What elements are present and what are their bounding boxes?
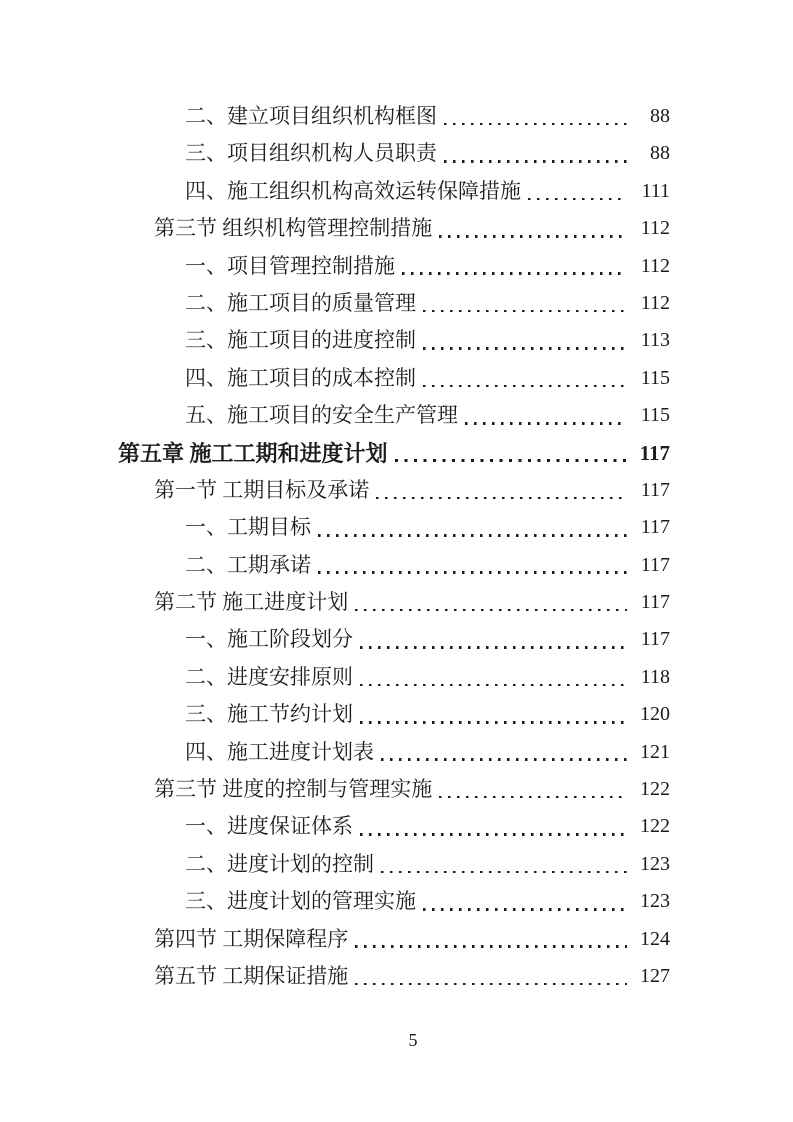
toc-entry-title: 第五章 施工工期和进度计划 (118, 440, 388, 466)
toc-entry-title: 二、施工项目的质量管理 (185, 290, 416, 315)
toc-entry-title: 二、建立项目组织机构框图 (185, 104, 437, 128)
toc-entry-title: 三、项目组织机构人员职责 (185, 141, 437, 166)
toc-entry-title: 第二节 施工进度计划 (154, 590, 349, 615)
toc-entry-page-number: 117 (639, 440, 670, 465)
toc-entry-page-number: 88 (650, 105, 670, 127)
dot-leader (353, 808, 634, 845)
toc-entry[interactable] (118, 808, 670, 845)
dot-leader (437, 98, 634, 135)
dot-leader (348, 958, 634, 995)
toc-entry[interactable] (118, 472, 670, 509)
toc-entry[interactable] (118, 135, 670, 172)
toc-entry-page-number: 118 (640, 665, 670, 688)
toc-entry-title: 四、施工进度计划表 (185, 739, 374, 764)
dot-leader (311, 547, 634, 584)
toc-entry[interactable] (118, 659, 670, 696)
toc-entry-title: 五、施工项目的安全生产管理 (185, 403, 458, 428)
toc-entry-page-number: 117 (640, 553, 670, 576)
toc-entry[interactable] (118, 509, 670, 546)
toc-entry[interactable] (118, 322, 670, 359)
dot-leader (416, 322, 634, 359)
toc-entry-page-number: 122 (640, 778, 670, 801)
toc-entry[interactable] (118, 771, 670, 808)
dot-leader (374, 734, 634, 771)
toc-entry-page-number: 112 (640, 291, 670, 314)
toc-entry-title: 一、施工阶段划分 (185, 627, 353, 652)
dot-leader (388, 435, 634, 472)
toc-entry-page-number: 88 (650, 142, 670, 165)
toc-entry[interactable] (118, 173, 670, 210)
toc-entry-title: 四、施工项目的成本控制 (185, 365, 416, 390)
toc-entry-page-number: 111 (641, 179, 670, 202)
dot-leader (353, 621, 634, 658)
toc-entry-page-number: 113 (640, 329, 670, 352)
toc-entry[interactable] (118, 846, 670, 883)
toc-entry-page-number: 117 (640, 591, 670, 614)
toc-entry[interactable] (118, 734, 670, 771)
toc-entry-title: 二、进度安排原则 (185, 664, 353, 689)
toc-entry-title: 第四节 工期保障程序 (154, 926, 349, 951)
toc-entry-page-number: 127 (640, 964, 670, 987)
toc-entry-title: 三、进度计划的管理实施 (185, 889, 416, 914)
dot-leader (374, 846, 634, 883)
toc-entry-title: 二、进度计划的控制 (185, 851, 374, 876)
toc-entry-title: 一、工期目标 (185, 515, 311, 540)
toc-entry[interactable] (118, 435, 670, 472)
toc-entry[interactable] (118, 958, 670, 995)
toc-entry[interactable] (118, 360, 670, 397)
toc-entry[interactable] (118, 921, 670, 958)
toc-entry[interactable] (118, 285, 670, 322)
dot-leader (395, 248, 634, 285)
toc-entry-title: 第三节 组织机构管理控制措施 (154, 216, 433, 241)
toc-entry[interactable] (118, 621, 670, 658)
toc-entry[interactable] (118, 883, 670, 920)
toc-entry-title: 四、施工组织机构高效运转保障措施 (185, 178, 521, 203)
toc-entry-page-number: 124 (640, 927, 670, 950)
toc-entry-page-number: 121 (640, 740, 670, 763)
toc-entry-page-number: 117 (640, 628, 670, 651)
toc-entry-title: 第五节 工期保证措施 (154, 963, 349, 988)
dot-leader (458, 397, 634, 434)
toc-entry-title: 三、施工项目的进度控制 (185, 328, 416, 353)
toc-entry-title: 三、施工节约计划 (185, 702, 353, 727)
footer-page-number: 5 (408, 1030, 418, 1050)
toc-entry-title: 第一节 工期目标及承诺 (154, 477, 370, 502)
toc-entry-title: 一、进度保证体系 (185, 814, 353, 839)
dot-leader (432, 210, 634, 247)
dot-leader (416, 285, 634, 322)
dot-leader (348, 921, 634, 958)
toc-entry[interactable] (118, 248, 670, 285)
dot-leader (353, 696, 634, 733)
toc-entry-page-number: 123 (640, 852, 670, 875)
toc-entry-page-number: 120 (640, 703, 670, 726)
toc-entry-page-number: 117 (640, 516, 670, 539)
toc-entry-page-number: 123 (640, 890, 670, 913)
toc-entry-page-number: 115 (640, 404, 670, 427)
dot-leader (416, 883, 634, 920)
toc-entry-page-number: 112 (640, 254, 670, 277)
toc-entry-title: 二、工期承诺 (185, 552, 311, 577)
dot-leader (521, 173, 634, 210)
toc-entry-title: 一、项目管理控制措施 (185, 253, 395, 278)
toc-entry-page-number: 115 (640, 366, 670, 389)
toc-entry-page-number: 122 (640, 815, 670, 838)
dot-leader (353, 659, 634, 696)
dot-leader (348, 584, 634, 621)
dot-leader (416, 360, 634, 397)
toc-entry[interactable] (118, 696, 670, 733)
dot-leader (311, 509, 634, 546)
toc-entry[interactable] (118, 584, 670, 621)
toc-entry[interactable] (118, 98, 670, 135)
dot-leader (437, 135, 634, 172)
table-of-contents (118, 98, 670, 995)
toc-entry-page-number: 112 (640, 217, 670, 240)
toc-entry-title: 第三节 进度的控制与管理实施 (154, 777, 433, 802)
dot-leader (432, 771, 634, 808)
dot-leader (369, 472, 634, 509)
toc-entry[interactable] (118, 547, 670, 584)
toc-entry[interactable] (118, 210, 670, 247)
toc-entry[interactable] (118, 397, 670, 434)
toc-entry-page-number: 117 (640, 478, 670, 501)
